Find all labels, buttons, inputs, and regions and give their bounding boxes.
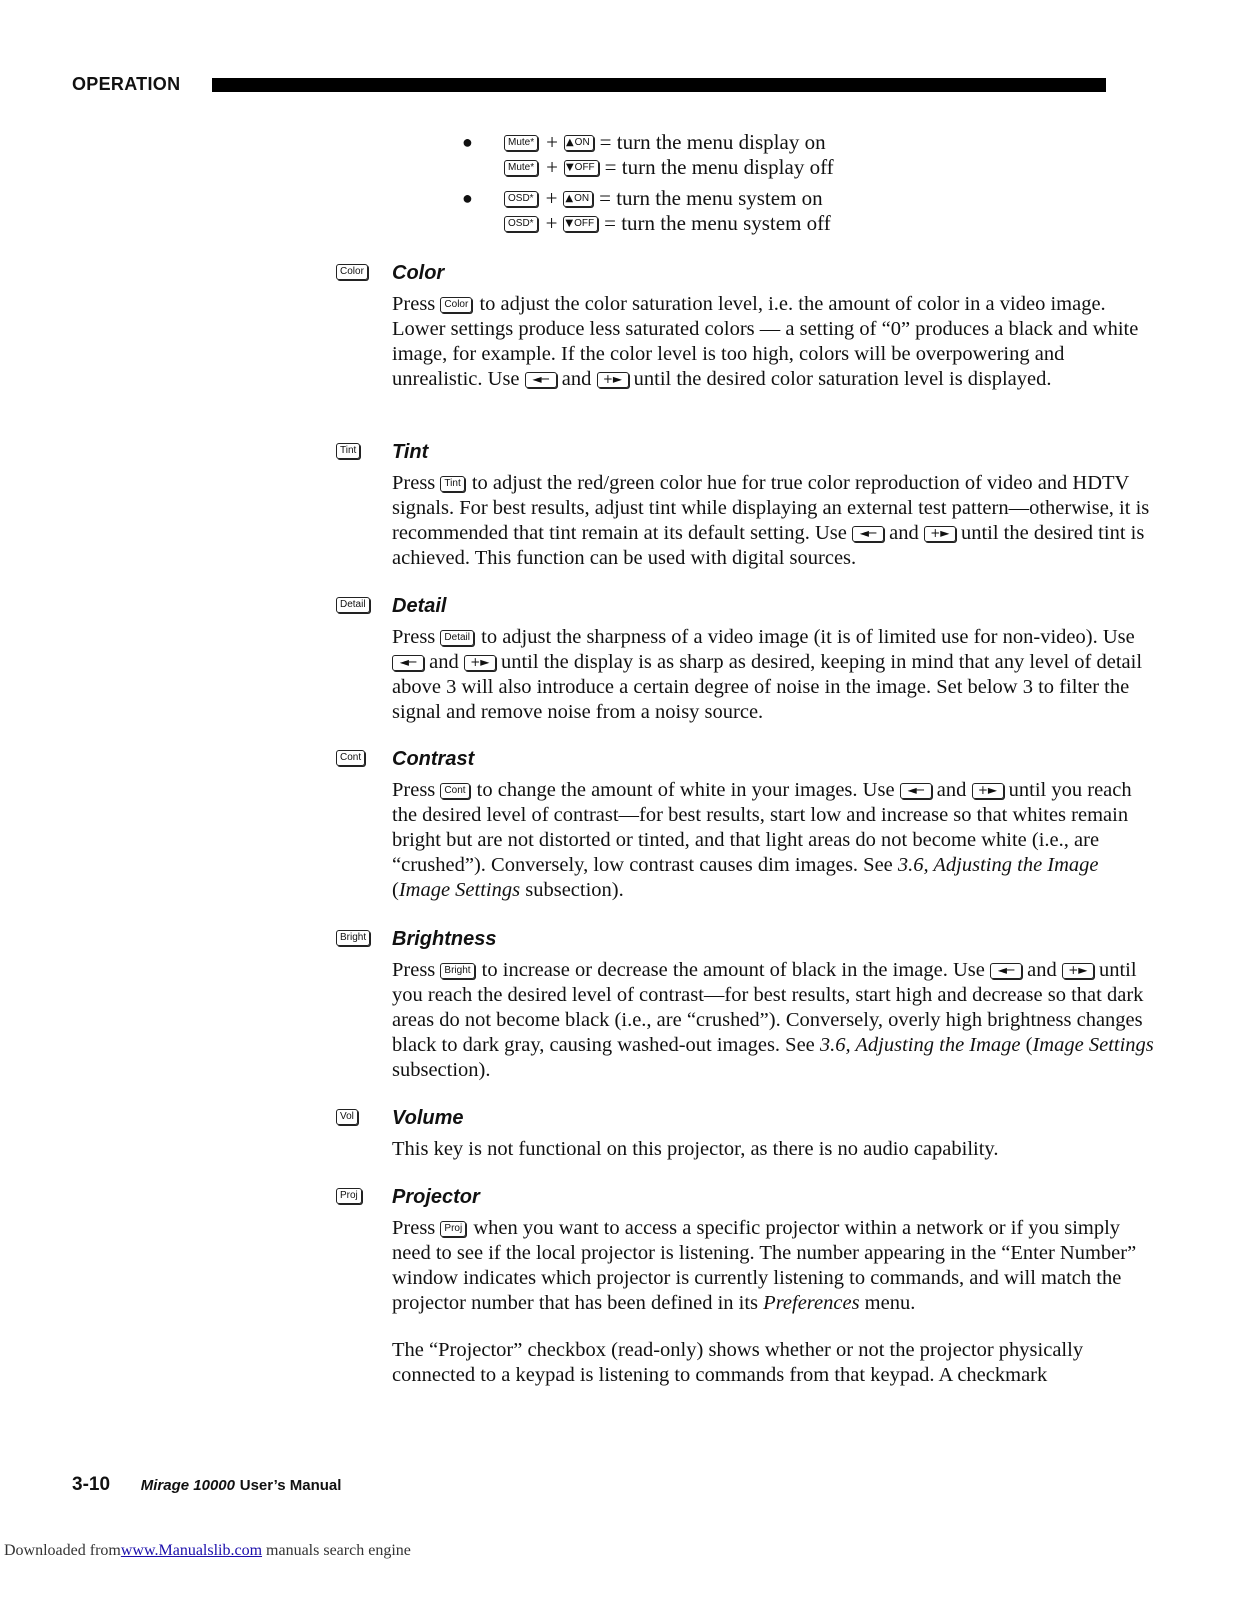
- left-arrow-key-icon: ◄─: [392, 655, 424, 671]
- bullet-line: [504, 130, 834, 155]
- section-body: Press Cont to change the amount of white in your images. Use ◄─ and +► until you reach the desired level of contrast—for best results, start low and increase so that whites remain bright but are not distorted or tinted, and that light areas do not become white (i.e., are “crushed”). Conversely, low contrast causes dim images. See 3.6, Adjusting the Image (Image Settings subsection).: [392, 779, 1132, 901]
- left-arrow-key-icon: ◄─: [525, 372, 557, 388]
- plus-sign: +: [545, 186, 558, 210]
- section-label: OPERATION: [72, 74, 181, 94]
- volume-key-icon: Vol: [336, 1109, 358, 1125]
- right-arrow-key-icon: +►: [464, 655, 496, 671]
- bullet-item-menu-display: [462, 130, 834, 180]
- brightness-key-icon: Bright: [440, 963, 474, 979]
- osd-key-icon: OSD*: [504, 216, 538, 232]
- section-body: Press Bright to increase or decrease the amount of black in the image. Use ◄─ and +► until you reach the desired level of contrast—for best results, start high and decrease so that dark areas do not become black (i.e., are “crushed”). Conversely, overly high brightness changes black to dark gray, causing washed-out images. See 3.6, Adjusting the Image (Image Settings subsection).: [392, 959, 1154, 1081]
- right-arrow-key-icon: +►: [1062, 963, 1094, 979]
- section-color: [336, 260, 1156, 392]
- section-tint: [336, 439, 1156, 571]
- section-body: Press Tint to adjust the red/green color hue for true color reproduction of video and HDTV signals. For best results, adjust tint while displaying an external test pattern—otherwise, it is recommended that tint remain at its default setting. Use ◄─ and +► until the desired tint is achieved. This function can be used with digital sources.: [392, 472, 1150, 569]
- brightness-key-icon: Bright: [336, 930, 370, 946]
- contrast-key-icon: Cont: [440, 783, 469, 799]
- manual-title-rest: User’s Manual: [239, 1477, 342, 1494]
- down-off-key-icon: ▼ OFF: [563, 216, 598, 232]
- right-arrow-key-icon: +►: [972, 783, 1004, 799]
- up-on-key-icon: ▲ ON: [564, 135, 594, 151]
- cross-reference: 3.6, Adjusting the Image: [819, 1034, 1021, 1056]
- tint-key-icon: Tint: [440, 476, 464, 492]
- header-rule: [212, 78, 1106, 92]
- mute-key-icon: Mute*: [504, 160, 538, 176]
- right-arrow-key-icon: +►: [597, 372, 629, 388]
- bullet-dot: ●: [462, 132, 473, 152]
- up-on-key-icon: ▲ ON: [563, 191, 593, 207]
- manualslib-link[interactable]: www.Manualslib.com: [120, 1542, 263, 1559]
- projector-checkbox-paragraph: The “Projector” checkbox (read-only) shows whether or not the projector physically connected to a keypad is listening to commands from that keypad. A checkmark: [392, 1339, 1084, 1386]
- detail-key-icon: Detail: [440, 630, 474, 646]
- mute-key-icon: Mute*: [504, 135, 538, 151]
- section-body: This key is not functional on this projector, as there is no audio capability.: [392, 1138, 999, 1160]
- page-footer: [72, 1474, 341, 1496]
- section-body: Press Color to adjust the color saturation level, i.e. the amount of color in a video image. Lower settings produce less saturated colors — a setting of “0” produces a black and white image, for example. If the color level is too high, colors will be overpowering and unrealistic. Use ◄─ and +► until the desired color saturation level is displayed.: [392, 293, 1139, 390]
- section-body: Press Detail to adjust the sharpness of a video image (it is of limited use for non-video). Use ◄─ and +► until the display is as sharp as desired, keeping in mind that any level of detail above 3 will also introduce a certain degree of noise in the image. Set below 3 to filter the signal and remove noise from a noisy source.: [392, 626, 1143, 723]
- section-title: Color: [392, 262, 445, 284]
- section-title: Brightness: [392, 928, 497, 950]
- plus-sign: +: [546, 155, 558, 179]
- bullet-line: [504, 211, 834, 236]
- manual-title: Mirage 10000: [140, 1477, 235, 1494]
- left-arrow-key-icon: ◄─: [900, 783, 932, 799]
- color-key-icon: Color: [440, 297, 472, 313]
- section-title: Tint: [392, 441, 429, 463]
- plus-sign: +: [546, 130, 558, 154]
- plus-sign: +: [545, 211, 558, 235]
- bullet-text: = turn the menu system on: [599, 186, 823, 210]
- section-projector: [336, 1184, 1156, 1388]
- preferences-reference: Preferences: [763, 1292, 860, 1314]
- detail-key-icon: Detail: [336, 597, 370, 613]
- page-number: 3-10: [72, 1474, 111, 1495]
- section-brightness: [336, 926, 1156, 1083]
- download-notice: Downloaded fromwww.Manualslib.com manuals search engine: [4, 1542, 411, 1559]
- color-key-icon: Color: [336, 264, 368, 280]
- bullet-dot: ●: [462, 188, 473, 208]
- left-arrow-key-icon: ◄─: [852, 526, 884, 542]
- osd-key-icon: OSD*: [504, 191, 538, 207]
- projector-key-icon: Proj: [440, 1221, 466, 1237]
- bullet-line: [504, 186, 834, 211]
- down-off-key-icon: ▼ OFF: [564, 160, 599, 176]
- bullet-text: = turn the menu system off: [604, 211, 831, 235]
- bullet-text: = turn the menu display on: [599, 130, 826, 154]
- bullet-text: = turn the menu display off: [604, 155, 834, 179]
- section-title: Projector: [392, 1186, 480, 1208]
- section-title: Volume: [392, 1107, 464, 1129]
- cross-reference: 3.6, Adjusting the Image: [897, 854, 1099, 876]
- contrast-key-icon: Cont: [336, 750, 365, 766]
- section-volume: [336, 1105, 1156, 1162]
- projector-key-icon: Proj: [336, 1188, 362, 1204]
- left-arrow-key-icon: ◄─: [990, 963, 1022, 979]
- section-body: Press Proj when you want to access a specific projector within a network or if you simply need to see if the local projector is listening. The number appearing in the “Enter Number” window indicates which projector is currently listening to commands, and will match the projector number that has been defined in its Preferences menu. The “Projector” checkbox (read-only) shows whether or not the projector physically connected to a keypad is listening to commands from that keypad. A checkmark: [392, 1216, 1156, 1388]
- bullet-item-menu-system: [462, 186, 834, 236]
- section-detail: [336, 593, 1156, 725]
- section-contrast: [336, 746, 1156, 903]
- bullet-list: [462, 130, 834, 242]
- section-title: Contrast: [392, 748, 475, 770]
- section-title: Detail: [392, 595, 447, 617]
- tint-key-icon: Tint: [336, 443, 360, 459]
- bullet-line: [504, 155, 834, 180]
- right-arrow-key-icon: +►: [924, 526, 956, 542]
